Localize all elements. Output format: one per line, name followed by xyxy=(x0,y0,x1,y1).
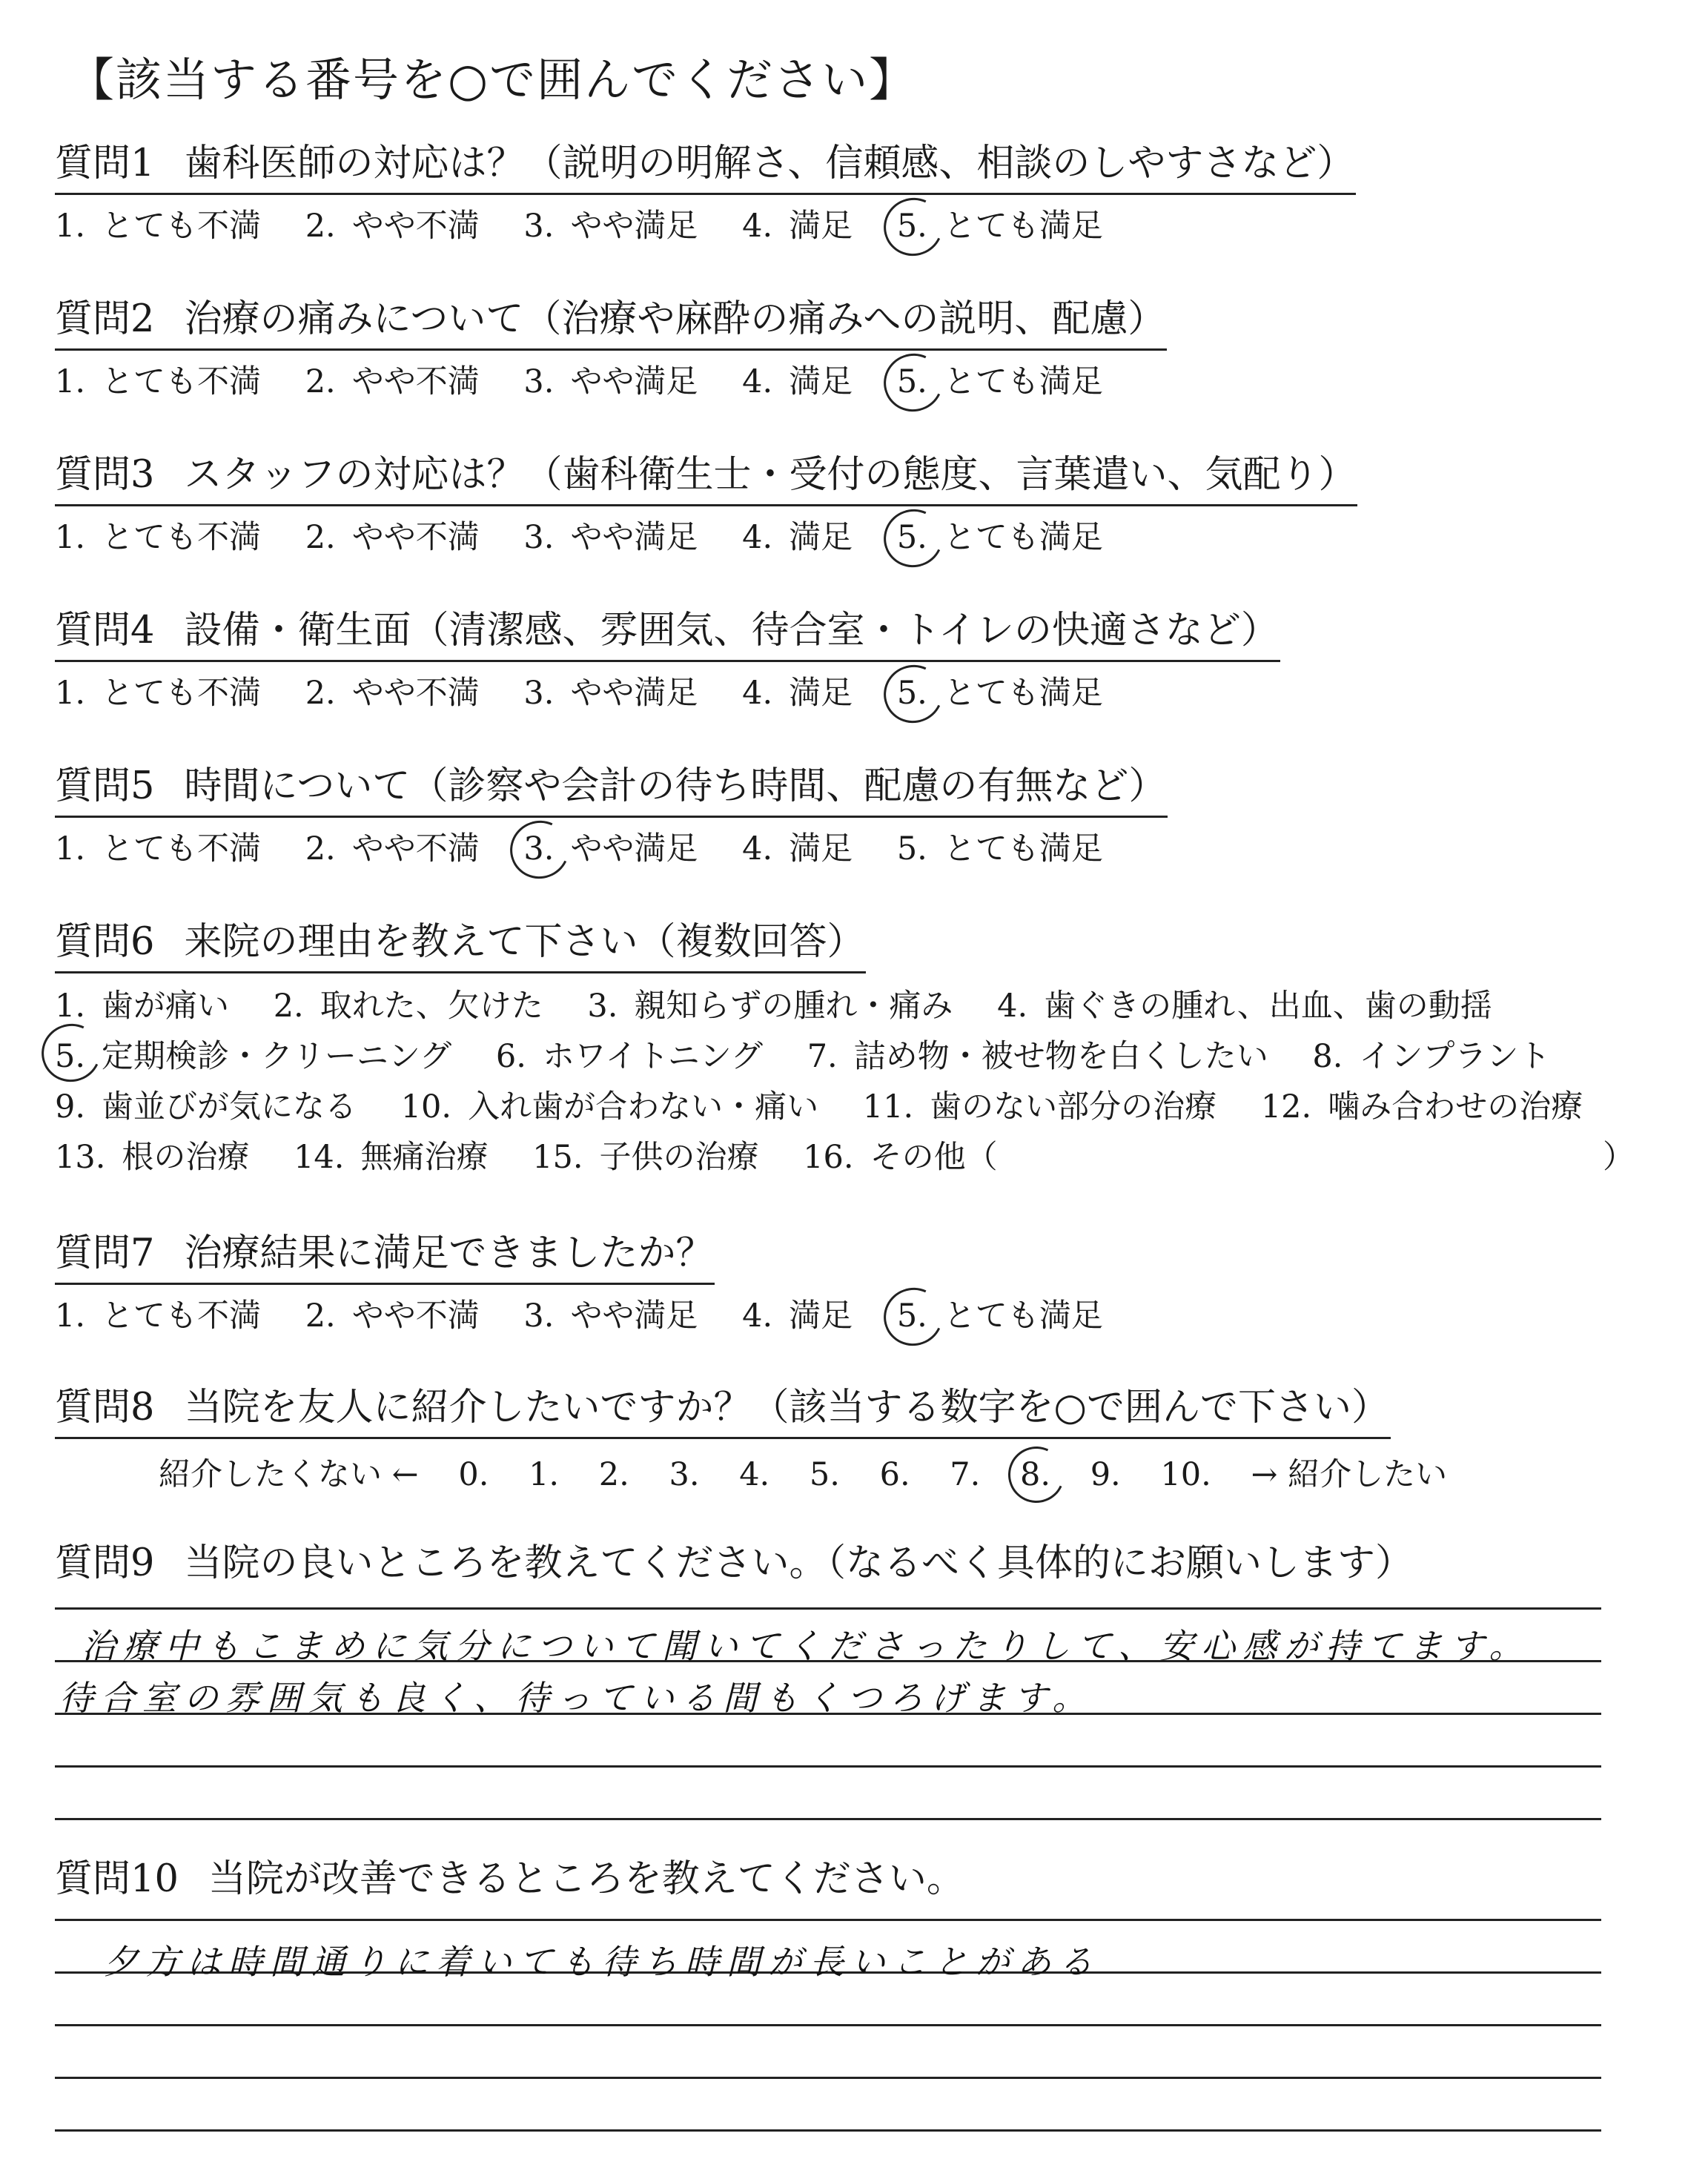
question-text: スタッフの対応は？（歯科衛生士・受付の態度、言葉遣い、気配り） xyxy=(184,453,1357,497)
selection-circle-icon: 5. xyxy=(897,672,927,714)
question-2 xyxy=(55,295,1167,403)
question-7 xyxy=(55,1229,1137,1337)
question-5 xyxy=(55,762,1168,870)
scale-value-0[interactable]: 0. xyxy=(458,1456,489,1493)
rating-option-4[interactable]: 4. 満足 xyxy=(742,519,853,556)
reason-option-8[interactable]: 8. インプラント xyxy=(1312,1038,1551,1075)
reason-option-13[interactable]: 13. 根の治療 xyxy=(55,1139,250,1176)
question-4 xyxy=(55,606,1280,714)
selection-circle-icon: 5. xyxy=(897,205,927,247)
rating-option-5[interactable]: 5. とても満足 xyxy=(896,830,1103,867)
rating-options xyxy=(55,1295,1137,1337)
question-6-title xyxy=(55,918,866,973)
question-text: 治療の痛みについて（治療や麻酔の痛みへの説明、配慮） xyxy=(184,297,1166,341)
rating-option-4[interactable]: 4. 満足 xyxy=(742,363,853,400)
question-text: 時間について（診察や会計の待ち時間、配慮の有無など） xyxy=(184,764,1167,808)
rating-option-4[interactable]: 4. 満足 xyxy=(742,1297,853,1335)
rating-option-3[interactable]: 3. やや満足 xyxy=(523,363,698,400)
question-text: 当院が改善できるところを教えてください。 xyxy=(208,1857,964,1901)
rating-options xyxy=(55,361,1167,403)
question-7-title xyxy=(55,1229,715,1285)
question-text: 歯科医師の対応は？（説明の明解さ、信頼感、相談のしやすさなど） xyxy=(184,142,1355,185)
scale-value-9[interactable]: 9. xyxy=(1090,1456,1121,1493)
selection-circle-icon: 5. xyxy=(897,361,927,403)
reason-option-9[interactable]: 9. 歯並びが気になる xyxy=(55,1088,357,1125)
question-number: 質問6 xyxy=(55,920,155,964)
question-number: 質問5 xyxy=(55,764,155,808)
rating-options xyxy=(55,672,1280,714)
rating-option-1[interactable]: 1. とても不満 xyxy=(55,208,262,245)
scale-value-7[interactable]: 7. xyxy=(950,1456,981,1493)
question-number: 質問2 xyxy=(55,297,155,341)
rating-option-3[interactable]: 3. やや満足 xyxy=(523,519,698,556)
question-9 xyxy=(55,1539,1413,1588)
reason-option-15[interactable]: 15. 子供の治療 xyxy=(532,1139,759,1176)
reason-option-12[interactable]: 12. 噛み合わせの治療 xyxy=(1260,1088,1583,1125)
handwritten-answer-q9-line2[interactable]: 待合室の雰囲気も良く、待っている間もくつろげます。 xyxy=(59,1678,1094,1718)
rating-options xyxy=(55,205,1356,247)
rating-option-4[interactable]: 4. 満足 xyxy=(742,208,853,245)
scale-left-label: 紹介したくない ← xyxy=(159,1456,419,1493)
question-9-title xyxy=(55,1539,1413,1588)
scale-right-label: → 紹介したい xyxy=(1251,1456,1448,1493)
reason-option-11[interactable]: 11. 歯のない部分の治療 xyxy=(862,1088,1217,1125)
reason-option-16[interactable]: 16. その他（ xyxy=(803,1139,998,1176)
scale-value-2[interactable]: 2. xyxy=(598,1456,629,1493)
question-2-title xyxy=(55,295,1167,351)
question-number: 質問3 xyxy=(55,453,155,497)
scale-value-4[interactable]: 4. xyxy=(739,1456,770,1493)
rating-option-1[interactable]: 1. とても不満 xyxy=(55,830,262,867)
question-6 xyxy=(55,918,1635,1183)
reason-option-5[interactable]: 5. 定期検診・クリーニング xyxy=(55,1031,451,1082)
rating-option-1[interactable]: 1. とても不満 xyxy=(55,363,262,400)
scale-value-1[interactable]: 1. xyxy=(529,1456,560,1493)
rating-options xyxy=(55,828,1168,870)
rating-option-4[interactable]: 4. 満足 xyxy=(742,830,853,867)
question-1-title xyxy=(55,139,1356,195)
other-close-paren: ） xyxy=(1603,1139,1635,1176)
question-number: 質問10 xyxy=(55,1857,179,1901)
question-text: 当院を友人に紹介したいですか？（該当する数字を○で囲んで下さい） xyxy=(184,1386,1389,1429)
question-number: 質問9 xyxy=(55,1541,155,1585)
rating-option-5[interactable]: 5. とても満足 xyxy=(897,517,1103,558)
question-text: 設備・衛生面（清潔感、雰囲気、待合室・トイレの快適さなど） xyxy=(184,609,1279,652)
rating-option-3[interactable]: 3. やや満足 xyxy=(523,675,698,712)
rating-option-5[interactable]: 5. とても満足 xyxy=(897,672,1103,714)
rating-option-1[interactable]: 1. とても不満 xyxy=(55,519,262,556)
scale-value-8[interactable]: 8. xyxy=(1020,1452,1050,1497)
rating-option-2[interactable]: 2. やや不満 xyxy=(305,208,480,245)
question-text: 治療結果に満足できましたか？ xyxy=(184,1231,714,1275)
rating-option-3[interactable]: 3. やや満足 xyxy=(523,828,698,870)
reason-option-2[interactable]: 2. 取れた、欠けた xyxy=(273,988,543,1025)
question-3-title xyxy=(55,451,1357,506)
rating-option-1[interactable]: 1. とても不満 xyxy=(55,675,262,712)
scale-value-3[interactable]: 3. xyxy=(669,1456,700,1493)
question-10-title xyxy=(55,1855,964,1904)
reason-option-14[interactable]: 14. 無痛治療 xyxy=(294,1139,489,1176)
rating-option-2[interactable]: 2. やや不満 xyxy=(305,830,480,867)
reason-options xyxy=(55,981,1635,1183)
rating-option-3[interactable]: 3. やや満足 xyxy=(523,1297,698,1335)
scale-value-5[interactable]: 5. xyxy=(809,1456,840,1493)
reason-option-1[interactable]: 1. 歯が痛い xyxy=(55,988,230,1025)
reason-option-6[interactable]: 6. ホワイトニング xyxy=(495,1038,764,1075)
selection-circle-icon: 5. xyxy=(897,517,927,558)
rating-option-2[interactable]: 2. やや不満 xyxy=(305,675,480,712)
rating-options xyxy=(55,517,1357,558)
rating-option-2[interactable]: 2. やや不満 xyxy=(305,519,480,556)
question-5-title xyxy=(55,762,1168,818)
scale-value-10[interactable]: 10. xyxy=(1160,1456,1211,1493)
handwritten-answer-q10[interactable]: 夕方は時間通りに着いても待ち時間が長いことがある xyxy=(104,1942,1100,1982)
question-number: 質問1 xyxy=(55,142,155,185)
question-number: 質問7 xyxy=(55,1231,155,1275)
rating-option-2[interactable]: 2. やや不満 xyxy=(305,1297,480,1335)
rating-option-1[interactable]: 1. とても不満 xyxy=(55,1297,262,1335)
rating-option-5[interactable]: 5. とても満足 xyxy=(897,205,1103,247)
reason-option-10[interactable]: 10. 入れ歯が合わない・痛い xyxy=(400,1088,819,1125)
selection-circle-icon: 5. xyxy=(55,1031,85,1082)
question-3 xyxy=(55,451,1357,558)
scale-value-6[interactable]: 6. xyxy=(879,1456,910,1493)
question-8-title xyxy=(55,1383,1391,1439)
selection-circle-icon: 5. xyxy=(897,1295,927,1337)
recommend-scale xyxy=(159,1452,1477,1497)
rating-option-4[interactable]: 4. 満足 xyxy=(742,675,853,712)
selection-circle-icon: 3. xyxy=(523,828,554,870)
rating-option-5[interactable]: 5. とても満足 xyxy=(897,361,1103,403)
question-10 xyxy=(55,1855,964,1904)
reason-option-3[interactable]: 3. 親知らずの腫れ・痛み xyxy=(587,988,953,1025)
handwritten-answer-q9-line1[interactable]: 治療中もこまめに気分について聞いてくださったりして、安心感が持てます。 xyxy=(82,1626,1531,1666)
reason-option-4[interactable]: 4. 歯ぐきの腫れ、出血、歯の動揺 xyxy=(997,988,1492,1025)
reason-option-7[interactable]: 7. 詰め物・被せ物を白くしたい xyxy=(807,1038,1268,1075)
question-4-title xyxy=(55,606,1280,662)
question-text: 来院の理由を教えて下さい（複数回答） xyxy=(184,920,865,964)
rating-option-3[interactable]: 3. やや満足 xyxy=(523,208,698,245)
question-number: 質問4 xyxy=(55,609,155,652)
question-8 xyxy=(55,1383,1477,1497)
rating-option-5[interactable]: 5. とても満足 xyxy=(897,1295,1103,1337)
form-instruction: 【該当する番号を○で囲んでください】 xyxy=(68,53,917,107)
question-text: 当院の良いところを教えてください。（なるべく具体的にお願いします） xyxy=(184,1541,1413,1585)
question-1 xyxy=(55,139,1356,247)
question-number: 質問8 xyxy=(55,1386,155,1429)
rating-option-2[interactable]: 2. やや不満 xyxy=(305,363,480,400)
